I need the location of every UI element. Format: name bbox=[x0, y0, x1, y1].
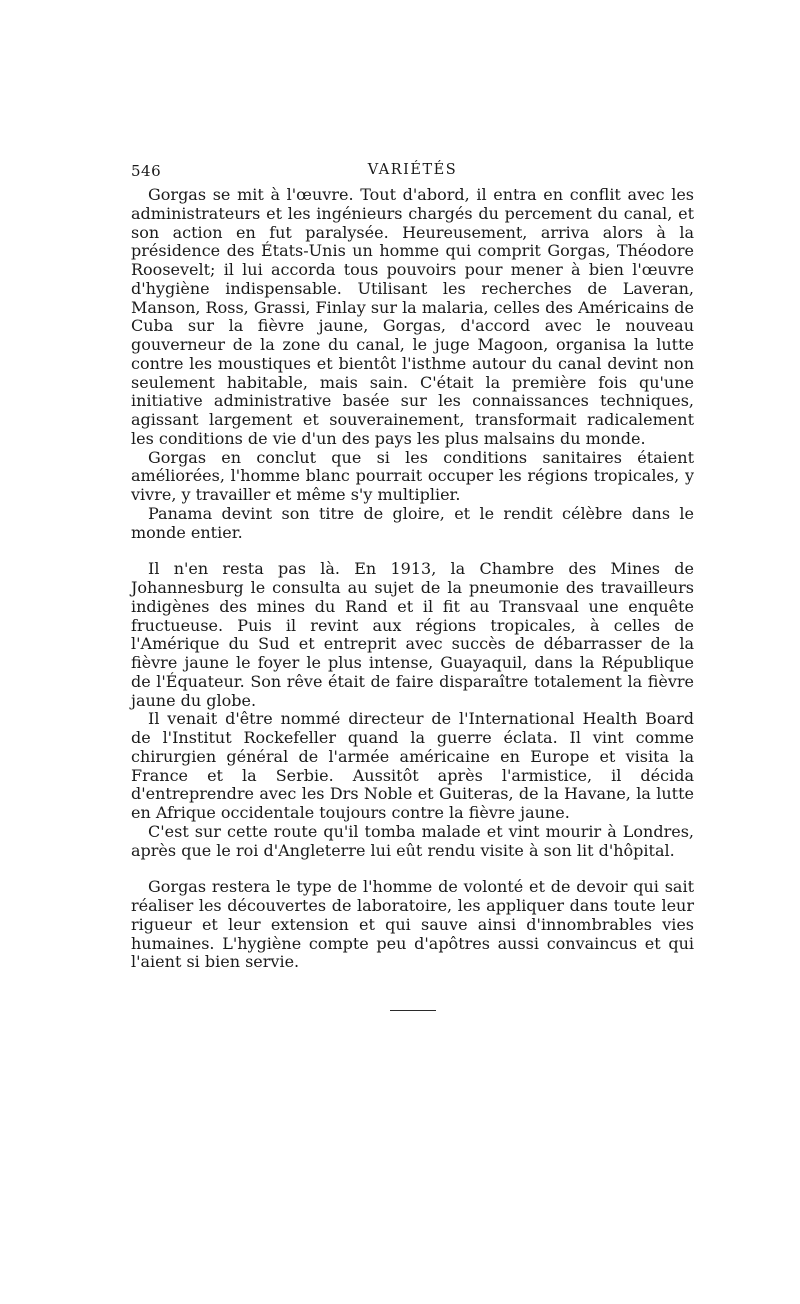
page-header bbox=[131, 158, 694, 186]
paragraph-conclusion-tropics: Gorgas en conclut que si les conditions sanitaires étaient améliorées, l'homme blanc pourrait occuper les régions tropicales, y vivre, y travailler et même s'y multiplier. bbox=[131, 447, 694, 504]
paragraph-rockefeller: Il venait d'être nommé directeur de l'International Health Board de l'Institut Rockefeller quand la guerre éclata. Il vint comme chirurgien général de l'armée américaine en Europe et visita la France et la Serbie. Aussitôt après l'armistice, il décida d'entreprendre avec les Drs Noble et Guiteras, de la Havane, la lutte en Afrique occidentale toujours contre la fièvre jaune. bbox=[131, 709, 694, 822]
paragraph-gorgas-panama: Gorgas se mit à l'œuvre. Tout d'abord, il entra en conflit avec les administrateurs et les ingénieurs chargés du percement du canal, et son action en fut paralysée. Heureusement, arriva alors à la présidence des États-Unis un homme qui comprit Gorgas, Théodore Roosevelt; il lui accorda tous pouvoirs pour mener à bien l'œuvre d'hygiène indispensable. Utilisant les recherches de Laveran, Manson, Ross, Grassi, Finlay sur la malaria, celles des Américains de Cuba sur la fièvre jaune, Gorgas, d'accord avec le nouveau gouverneur de la zone du canal, le juge Magoon, organisa la lutte contre les moustiques et bientôt l'isthme autour du canal devint non seulement habitable, mais sain. C'était la première fois qu'une initiative administrative basée sur les connaissances techniques, agissant largement et souverainement, transformait radicalement les conditions de vie d'un des pays les plus malsains du monde. bbox=[131, 185, 694, 448]
paragraph-panama-glory: Panama devint son titre de gloire, et le rendit célèbre dans le monde entier. bbox=[131, 503, 694, 542]
document-page bbox=[131, 158, 694, 1011]
paragraph-death-london: C'est sur cette route qu'il tomba malade et vint mourir à Londres, après que le roi d'Angleterre lui eût rendu visite à son lit d'hôpital. bbox=[131, 821, 694, 860]
running-title: VARIÉTÉS bbox=[367, 162, 458, 178]
article-body bbox=[131, 186, 694, 972]
paragraph-johannesburg: Il n'en resta pas là. En 1913, la Chambre des Mines de Johannesburg le consulta au sujet de la pneumonie des travailleurs indigènes des mines du Rand et il fit au Transvaal une enquête fructueuse. Puis il revint aux régions tropicales, à celles de l'Amérique du Sud et entreprit avec succès de débarrasser de la fièvre jaune le foyer le plus intense, Guayaquil, dans la République de l'Équateur. Son rêve était de faire disparaître totalement la fièvre jaune du globe. bbox=[131, 559, 694, 710]
paragraph-legacy: Gorgas restera le type de l'homme de volonté et de devoir qui sait réaliser les découvertes de laboratoire, les appliquer dans toute leur rigueur et leur extension et qui sauve ainsi d'innombrables vies humaines. L'hygiène compte peu d'apôtres aussi convaincus et qui l'aient si bien servie. bbox=[131, 877, 694, 972]
section-end-rule bbox=[390, 1010, 436, 1011]
page-number: 546 bbox=[131, 162, 162, 180]
